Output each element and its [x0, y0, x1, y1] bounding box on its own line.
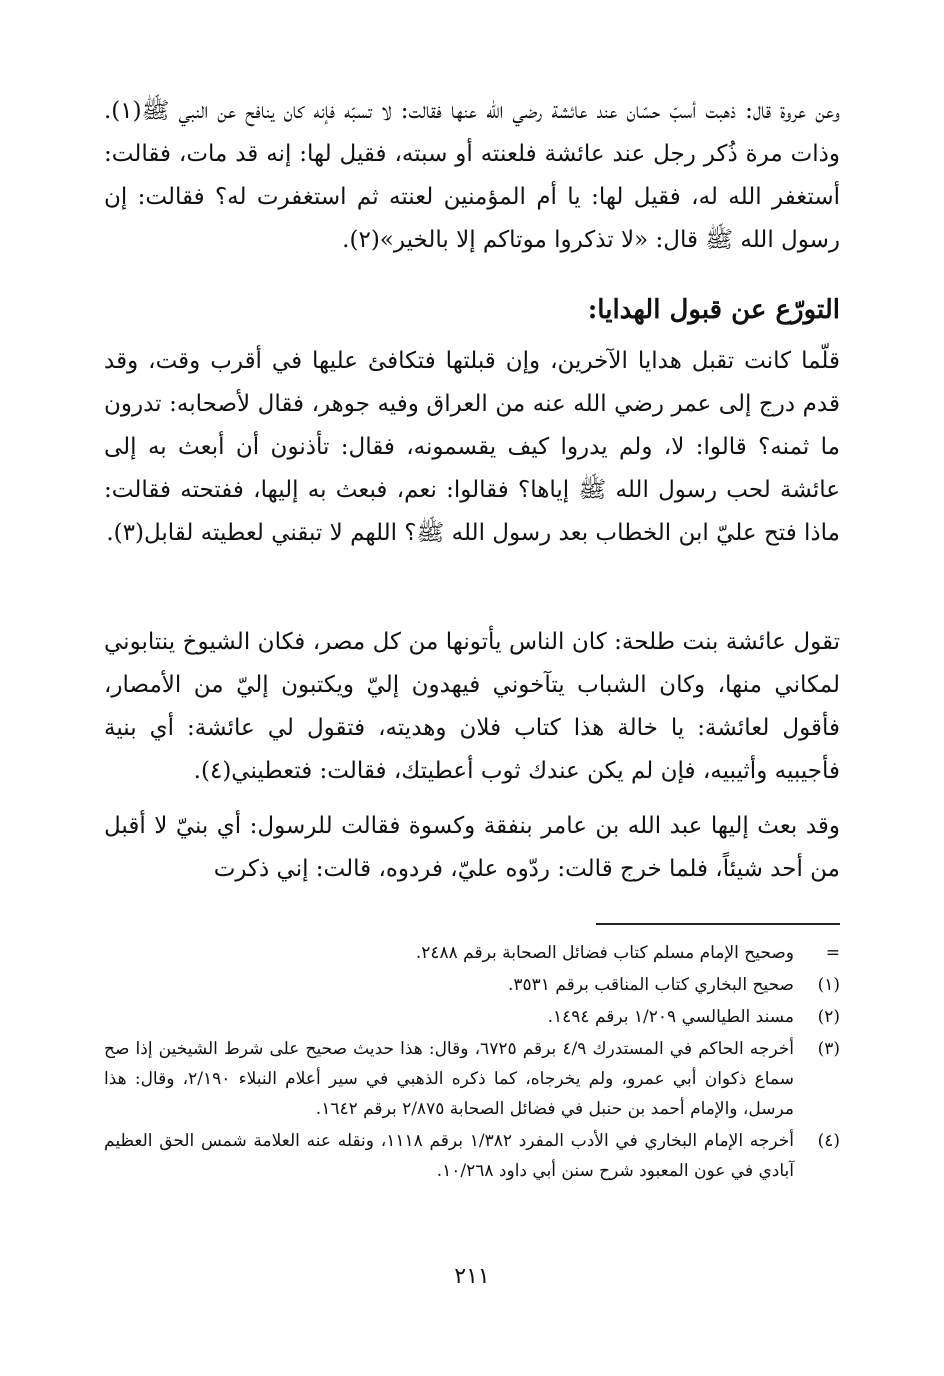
footnote	[104, 1034, 840, 1124]
footnote-text: مسند الطيالسي ١/٢٠٩ برقم ١٤٩٤.	[547, 1007, 794, 1027]
paragraph-urwa-hassan: وعن عروة قال: ذهبت أسبّ حسّان عند عائشة رضي الله عنها فقالت: لا تسبّه فإنه كان ينافح عن النبي ﷺ(١). وذات مرة ذُكر رجل عند عائشة فلعنته أو سبته، فقيل لها: إنه قد مات، فقالت: أستغفر الله له، فقيل لها: يا أم المؤمنين لعنته ثم استغفرت له؟ فقالت: إن رسول الله ﷺ قال: «لا تذكروا موتاكم إلا بالخير»(٢).	[104, 98, 840, 253]
footnote-mark: (٢)	[817, 1007, 840, 1027]
footnote	[104, 970, 840, 1000]
section-heading: التورّع عن قبول الهدايا:	[587, 295, 840, 325]
footnotes	[104, 938, 840, 1188]
footnote-text: أخرجه الحاكم في المستدرك ٤/٩ برقم ٦٧٢٥، وقال: هذا حديث صحيح على شرط الشيخين إذا صح سماع ذكوان أبي عمرو، ولم يخرجاه، كما ذكره الذهبي في سير أعلام النبلاء ٢/١٩٠، وقال: هذا مرسل، والإمام أحمد بن حنبل في فضائل الصحابة ٢/٨٧٥ برقم ١٦٤٢.	[104, 1039, 795, 1119]
footnote-text: أخرجه الإمام البخاري في الأدب المفرد ١/٣٨٢ برقم ١١١٨، ونقله عنه العلامة شمس الحق العظيم آبادي في عون المعبود شرح سنن أبي داود ١٠/٢٦٨.	[104, 1131, 794, 1181]
paragraph-gifts: قلّما كانت تقبل هدايا الآخرين، وإن قبلتها فتكافئ عليها في أقرب وقت، وقد قدم درج إلى عمر رضي الله عنه من العراق وفيه جوهر، فقال لأصحابه: تدرون ما ثمنه؟ قالوا: لا، ولم يدروا كيف يقسمونه، فقال: تأذنون أن أبعث به إلى عائشة لحب رسول الله ﷺ إياها؟ فقالوا: نعم، فبعث به إليها، ففتحته فقالت: ماذا فتح عليّ ابن الخطاب بعد رسول الله ﷺ؟ اللهم لا تبقني لعطيته لقابل(٣).	[104, 348, 840, 546]
footnote-mark: (٤)	[817, 1131, 840, 1151]
footnote-mark: =	[825, 943, 840, 963]
footnote	[104, 1002, 840, 1032]
footnote-separator	[596, 923, 840, 925]
footnote-mark: (١)	[817, 975, 840, 995]
footnote-text: وصحيح الإمام مسلم كتاب فضائل الصحابة برقم ٢٤٨٨.	[415, 943, 794, 963]
footnote-text: صحيح البخاري كتاب المناقب برقم ٣٥٣١.	[508, 975, 794, 995]
footnote-mark: (٣)	[817, 1039, 840, 1059]
paragraph-aisha-bint-talha: تقول عائشة بنت طلحة: كان الناس يأتونها من كل مصر، فكان الشيوخ ينتابوني لمكاني منها، وكان الشباب يتآخوني فيهدون إليّ ويكتبون إليّ من الأمصار، فأقول لعائشة: يا خالة هذا كتاب فلان وهديته، فتقول لي عائشة: أي بنية فأجيبيه وأثيبيه، فإن لم يكن عندك ثوب أعطيتك، فقالت: فتعطيني(٤).	[104, 629, 840, 784]
paragraph-abdullah-bin-amir: وقد بعث إليها عبد الله بن عامر بنفقة وكسوة فقالت للرسول: أي بنيّ لا أقبل من أحد شيئاً، فلما خرج قالت: ردّوه عليّ، فردوه، قالت: إني ذكرت	[104, 813, 840, 882]
footnote	[104, 1126, 840, 1186]
footnote	[104, 938, 840, 968]
page-number: ٢١١	[454, 1264, 490, 1289]
